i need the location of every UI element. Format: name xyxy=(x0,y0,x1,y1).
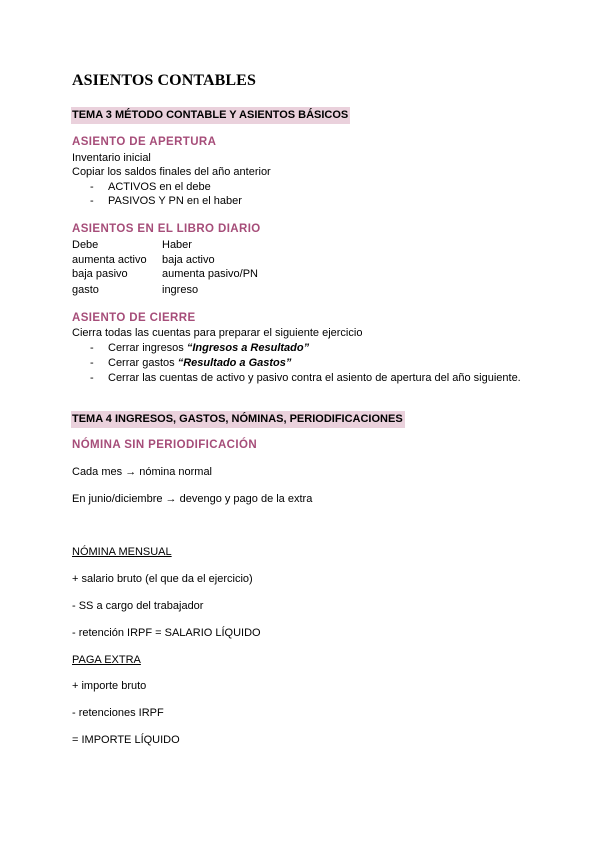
debe-cell: aumenta activo xyxy=(72,254,147,266)
nomina-mensual-heading: NÓMINA MENSUAL xyxy=(72,546,172,558)
libro-diario-row xyxy=(72,253,372,267)
extra-line-1: + importe bruto xyxy=(72,680,147,692)
bullet-text: Cerrar gastos “Resultado a Gastos” xyxy=(108,357,292,369)
apertura-subheading: ASIENTO DE APERTURA xyxy=(72,136,217,148)
bullet-dash: - xyxy=(90,357,94,369)
libro-diario-row xyxy=(72,267,372,281)
apertura-line-2: Copiar los saldos finales del año anterior xyxy=(72,166,271,178)
mensual-line-1: + salario bruto (el que da el ejercicio) xyxy=(72,573,253,585)
bullet-text: ACTIVOS en el debe xyxy=(108,181,211,193)
mensual-line-3: - retención IRPF = SALARIO LÍQUIDO xyxy=(72,627,261,639)
haber-cell: ingreso xyxy=(162,284,199,296)
libro-diario-row xyxy=(72,283,372,297)
bullet-dash: - xyxy=(90,342,94,354)
haber-cell: Haber xyxy=(162,239,192,251)
bullet-text: Cerrar ingresos “Ingresos a Resultado” xyxy=(108,342,310,354)
apertura-line-1: Inventario inicial xyxy=(72,152,151,164)
bullet-text: Cerrar las cuentas de activo y pasivo contra el asiento de apertura del año siguiente. xyxy=(108,372,521,384)
bullet-dash: - xyxy=(90,181,94,193)
nomina-subheading: NÓMINA SIN PERIODIFICACIÓN xyxy=(72,439,258,451)
paga-extra-heading: PAGA EXTRA xyxy=(72,654,141,666)
document-title: ASIENTOS CONTABLES xyxy=(72,72,256,89)
bullet-dash: - xyxy=(90,195,94,207)
cierre-intro: Cierra todas las cuentas para preparar el siguiente ejercicio xyxy=(72,327,363,339)
bullet-text: PASIVOS Y PN en el haber xyxy=(108,195,242,207)
libro-diario-row xyxy=(72,238,372,252)
libro-diario-subheading: ASIENTOS EN EL LIBRO DIARIO xyxy=(72,223,261,235)
haber-cell: aumenta pasivo/PN xyxy=(162,268,258,280)
emphasis-text: “Ingresos a Resultado” xyxy=(186,342,310,354)
extra-line-2: - retenciones IRPF xyxy=(72,707,164,719)
tema4-heading: TEMA 4 INGRESOS, GASTOS, NÓMINAS, PERIODIFICACIONES xyxy=(71,411,405,428)
nomina-line-2: En junio/diciembre → devengo y pago de la extra xyxy=(72,493,313,505)
tema3-heading: TEMA 3 MÉTODO CONTABLE Y ASIENTOS BÁSICOS xyxy=(71,107,350,124)
cierre-subheading: ASIENTO DE CIERRE xyxy=(72,312,196,324)
extra-line-3: = IMPORTE LÍQUIDO xyxy=(72,734,180,746)
bullet-dash: - xyxy=(90,372,94,384)
emphasis-text: “Resultado a Gastos” xyxy=(177,357,292,369)
debe-cell: Debe xyxy=(72,239,99,251)
debe-cell: gasto xyxy=(72,284,99,296)
mensual-line-2: - SS a cargo del trabajador xyxy=(72,600,204,612)
haber-cell: baja activo xyxy=(162,254,215,266)
debe-cell: baja pasivo xyxy=(72,268,128,280)
nomina-line-1: Cada mes → nómina normal xyxy=(72,466,213,478)
